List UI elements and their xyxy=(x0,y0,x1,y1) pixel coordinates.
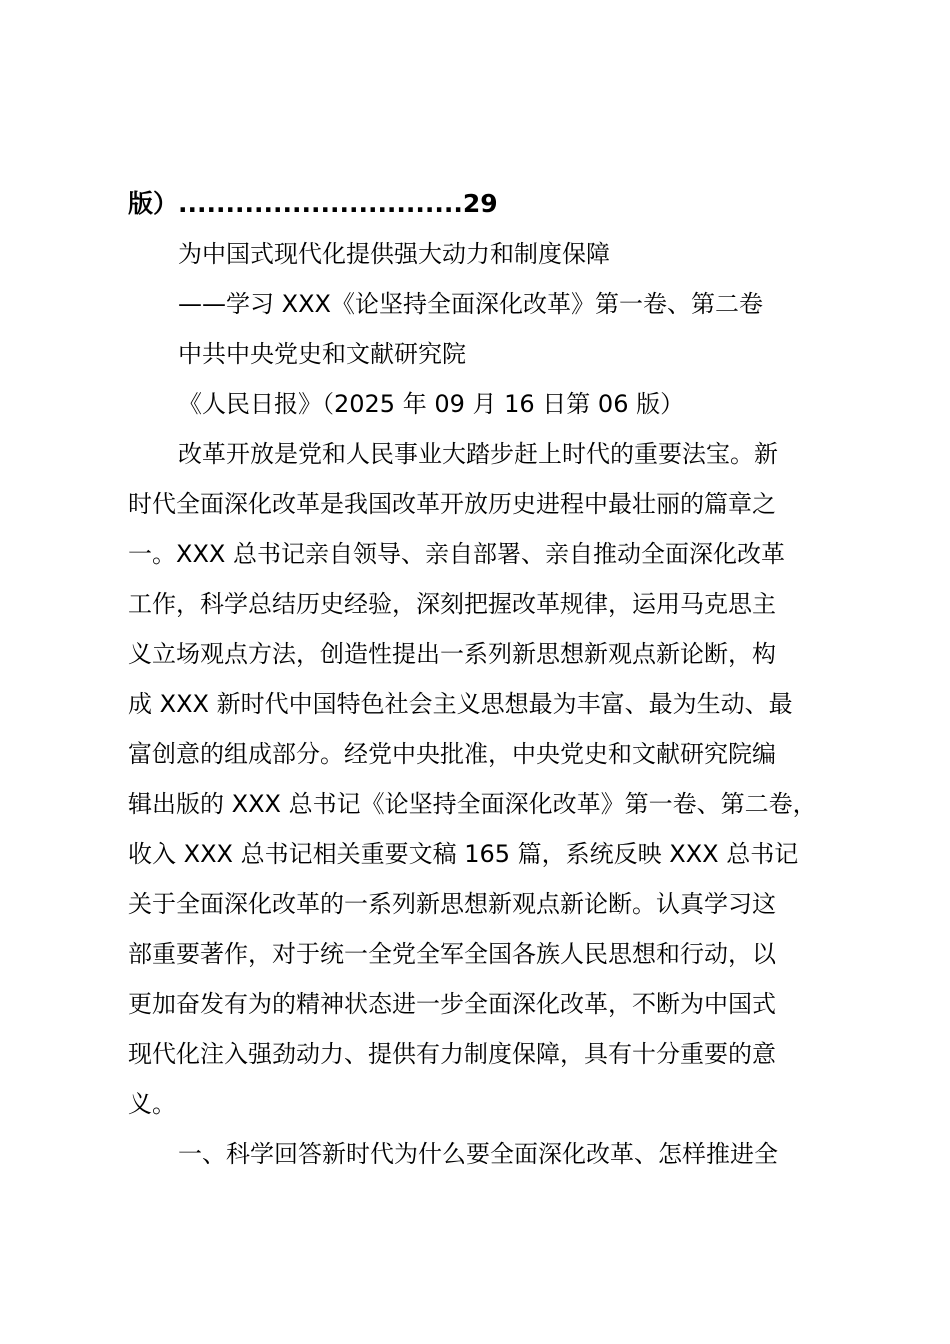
body-line: 成 XXX 新时代中国特色社会主义思想最为丰富、最为生动、最 xyxy=(128,690,793,718)
body-line: 更加奋发有为的精神状态进一步全面深化改革，不断为中国式 xyxy=(128,990,776,1018)
body-line: 部重要著作，对于统一全党全军全国各族人民思想和行动，以 xyxy=(128,940,776,968)
body-line: 辑出版的 XXX 总书记《论坚持全面深化改革》第一卷、第二卷， xyxy=(128,790,817,818)
body-line: 改革开放是党和人民事业大踏步赶上时代的重要法宝。新 xyxy=(178,440,778,468)
article-subtitle: ——学习 XXX《论坚持全面深化改革》第一卷、第二卷 xyxy=(178,290,763,318)
body-line: 关于全面深化改革的一系列新思想新观点新论断。认真学习这 xyxy=(128,890,776,918)
body-line: 现代化注入强劲动力、提供有力制度保障，具有十分重要的意 xyxy=(128,1040,776,1068)
body-line: 富创意的组成部分。经党中央批准，中央党史和文献研究院编 xyxy=(128,740,776,768)
article-title: 为中国式现代化提供强大动力和制度保障 xyxy=(178,240,610,268)
section-heading: 一、科学回答新时代为什么要全面深化改革、怎样推进全 xyxy=(178,1140,778,1168)
body-line: 时代全面深化改革是我国改革开放历史进程中最壮丽的篇章之 xyxy=(128,490,776,518)
body-line: 义。 xyxy=(128,1090,176,1118)
body-line: 收入 XXX 总书记相关重要文稿 165 篇，系统反映 XXX 总书记 xyxy=(128,840,799,868)
body-line: 一。XXX 总书记亲自领导、亲自部署、亲自推动全面深化改革 xyxy=(128,540,785,568)
body-line: 义立场观点方法，创造性提出一系列新思想新观点新论断，构 xyxy=(128,640,776,668)
body-line: 工作，科学总结历史经验，深刻把握改革规律，运用马克思主 xyxy=(128,590,776,618)
article-source: 《人民日报》（2025 年 09 月 16 日第 06 版） xyxy=(178,390,685,418)
toc-entry: 版）..............................29 xyxy=(128,189,498,218)
article-author: 中共中央党史和文献研究院 xyxy=(178,340,466,368)
